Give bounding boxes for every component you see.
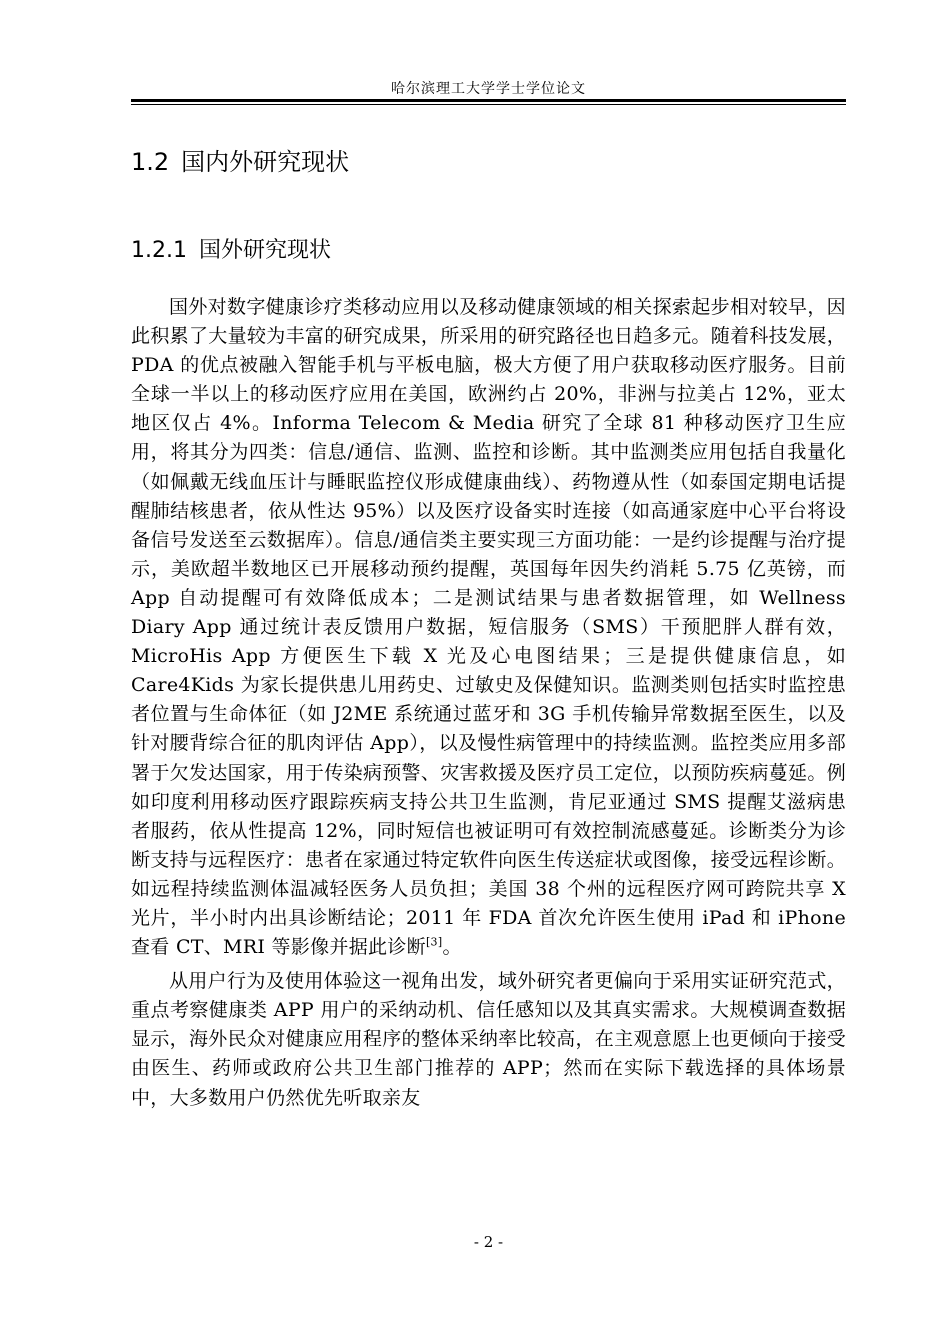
citation-ref[interactable]: [3] xyxy=(425,935,443,949)
paragraph-1 xyxy=(131,293,846,962)
subsection-title: 国外研究现状 xyxy=(198,238,331,263)
section-title: 国内外研究现状 xyxy=(181,148,350,176)
section-number: 1.2 xyxy=(131,148,170,176)
page-number: - 2 - xyxy=(473,1233,504,1251)
body-text xyxy=(131,293,846,1113)
section-heading xyxy=(131,146,349,178)
subsection-number: 1.2.1 xyxy=(131,238,187,263)
paragraph-1-end: 。 xyxy=(442,936,462,959)
subsection-heading xyxy=(131,236,331,266)
running-header: 哈尔滨理工大学学士学位论文 xyxy=(391,81,586,97)
paragraph-2: 从用户行为及使用体验这一视角出发，域外研究者更偏向于采用实证研究范式，重点考察健康类 APP 用户的采纳动机、信任感知以及其真实需求。大规模调查数据显示，海外民众对健康应用程序的整体采纳率比较高，在主观意愿上也更倾向于接受由医生、药师或政府公共卫生部门推荐的 APP；然而在实际下载选择的具体场景中，大多数用户仍然优先听取亲友 xyxy=(131,970,846,1109)
header-rule-thick xyxy=(131,99,846,102)
header-rule-thin xyxy=(131,104,846,105)
paragraph-1-text: 国外对数字健康诊疗类移动应用以及移动健康领域的相关探索起步相对较早，因此积累了大量较为丰富的研究成果，所采用的研究路径也日趋多元。随着科技发展，PDA 的优点被融入智能手机与平板电脑，极大方便了用户获取移动医疗服务。目前全球一半以上的移动医疗应用在美国，欧洲约占 20%，非洲与拉美占 12%，亚太地区仅占 4%。Informa Telecom & Media 研究了全球 81 种移动医疗卫生应用，将其分为四类：信息/通信、监测、监控和诊断。其中监测类应用包括自我量化（如佩戴无线血压计与睡眠监控仪形成健康曲线）、药物遵从性（如泰国定期电话提醒肺结核患者，依从性达 95%）以及医疗设备实时连接（如高通家庭中心平台将设备信号发送至云数据库）。信息/通信类主要实现三方面功能：一是约诊提醒与治疗提示，美欧超半数地区已开展移动预约提醒，英国每年因失约消耗 5.75 亿英镑，而 App 自动提醒可有效降低成本；二是测试结果与患者数据管理，如 Wellness Diary App 通过统计表反馈用户数据，短信服务（SMS）干预肥胖人群有效，MicroHis App 方便医生下载 X 光及心电图结果；三是提供健康信息，如 Care4Kids 为家长提供患儿用药史、过敏史及保健知识。监测类则包括实时监控患者位置与生命体征（如 J2ME 系统通过蓝牙和 3G 手机传输异常数据至医生，以及针对腰背综合征的肌肉评估 App），以及慢性病管理中的持续监测。监控类应用多部署于欠发达国家，用于传染病预警、灾害救援及医疗员工定位，以预防疾病蔓延。例如印度利用移动医疗跟踪疾病支持公共卫生监测，肯尼亚通过 SMS 提醒艾滋病患者服药，依从性提高 12%，同时短信也被证明可有效控制流感蔓延。诊断类分为诊断支持与远程医疗：患者在家通过特定软件向医生传送症状或图像，接受远程诊断。如远程持续监测体温减轻医务人员负担；美国 38 个州的远程医疗网可跨院共享 X 光片，半小时内出具诊断结论；2011 年 FDA 首次允许医生使用 iPad 和 iPhone 查看 CT、MRI 等影像并据此诊断 xyxy=(131,296,846,959)
